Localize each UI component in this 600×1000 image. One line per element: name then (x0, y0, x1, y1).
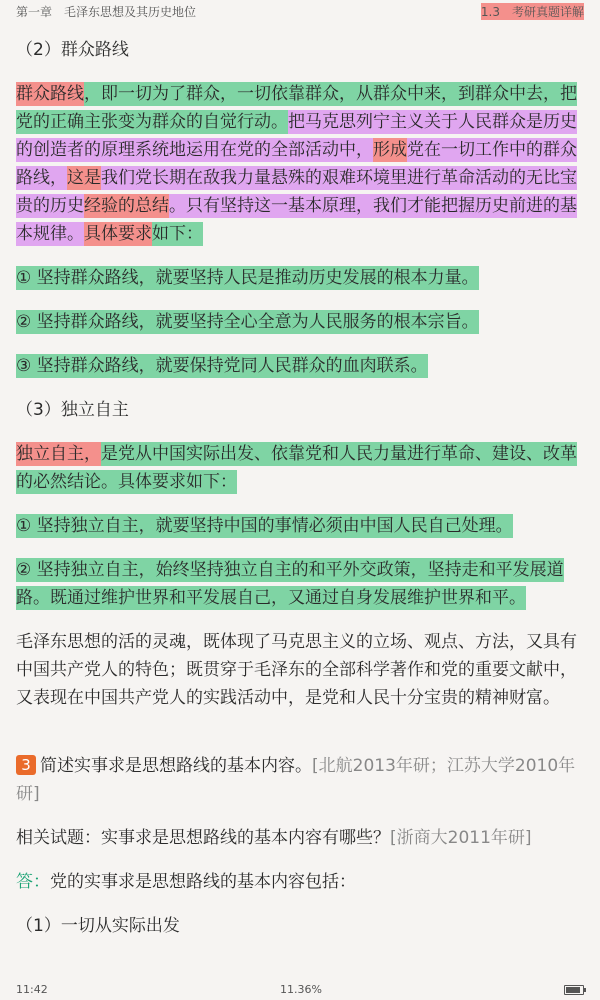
related-question-source: [浙商大2011年研] (390, 828, 532, 848)
highlight-red: 这是 (67, 168, 101, 188)
highlight-red: 形成 (373, 140, 407, 160)
highlight-violet: 党在一切工作中的群众路线， (16, 140, 577, 188)
highlight-green: ，即一切为了群众，一切依靠群众，从群众中来，到群众中去，把党的正确主张变为群众的自觉行动。 (16, 84, 577, 132)
page-header (0, 0, 600, 22)
answer-text: 党的实事求是思想路线的基本内容包括： (50, 872, 356, 892)
highlight-violet: 。只有坚持这一基本原理，我们才能把握历史前进的基本规律。 (16, 196, 577, 244)
reading-progress: 11.36% (280, 983, 322, 996)
clock: 11:42 (16, 983, 48, 996)
highlight-green: 如下： (152, 224, 203, 244)
answer-item: （1）一切从实际出发 (16, 916, 180, 936)
highlight-green: 是党从中国实际出发、依靠党和人民力量进行革命、建设、改革的必然结论。具体要求如下： (16, 444, 577, 492)
heading-independence: （3）独立自主 (16, 400, 129, 420)
paragraph-summary: 毛泽东思想的活的灵魂，既体现了马克思主义的立场、观点、方法，又具有中国共产党人的特色；既贯穿于毛泽东的全部科学著作和党的重要文献中，又表现在中国共产党人的实践活动中，是党和人民十分宝贵的精神财富。 (16, 632, 577, 708)
related-question (16, 824, 584, 852)
battery-level (566, 987, 580, 993)
answer-label: 答： (16, 872, 50, 892)
question-3 (16, 752, 584, 808)
paragraph-mass-line (16, 80, 584, 248)
question-number-badge: 3 (16, 755, 36, 775)
section-title: 1.3 考研真题详解 (480, 5, 584, 19)
highlight-red: 独立自主， (16, 444, 101, 464)
highlight-red: 具体要求 (84, 224, 152, 244)
highlight-violet: 我们党长期在敌我力量悬殊的艰难环境里进行革命活动的无比宝贵的历史 (16, 168, 577, 216)
requirement-item: ① 坚持群众路线，就要坚持人民是推动历史发展的根本力量。 (16, 268, 479, 288)
status-bar (0, 980, 600, 1000)
document-body (16, 36, 584, 940)
requirement-item: ③ 坚持群众路线，就要保持党同人民群众的血肉联系。 (16, 356, 428, 376)
highlight-red: 群众路线 (16, 84, 84, 104)
highlight-red: 经验的总结 (84, 196, 169, 216)
heading-mass-line: （2）群众路线 (16, 40, 129, 60)
requirement-item: ② 坚持独立自主，始终坚持独立自主的和平外交政策，坚持走和平发展道路。既通过维护世界和平发展自己，又通过自身发展维护世界和平。 (16, 560, 564, 608)
requirement-item: ② 坚持群众路线，就要坚持全心全意为人民服务的根本宗旨。 (16, 312, 479, 332)
answer (16, 868, 584, 896)
chapter-title: 第一章 毛泽东思想及其历史地位 (16, 5, 197, 19)
question-source: [北航2013年研；江苏大学2010年研] (16, 756, 576, 804)
requirement-item: ① 坚持独立自主，就要坚持中国的事情必须由中国人民自己处理。 (16, 516, 513, 536)
battery-icon (564, 985, 584, 995)
highlight-violet: 把马克思列宁主义关于人民群众是历史的创造者的原理系统地运用在党的全部活动中， (16, 112, 577, 160)
paragraph-independence (16, 440, 584, 496)
related-question-text: 相关试题：实事求是思想路线的基本内容有哪些？ (16, 828, 390, 848)
question-text: 简述实事求是思想路线的基本内容。 (40, 756, 312, 776)
